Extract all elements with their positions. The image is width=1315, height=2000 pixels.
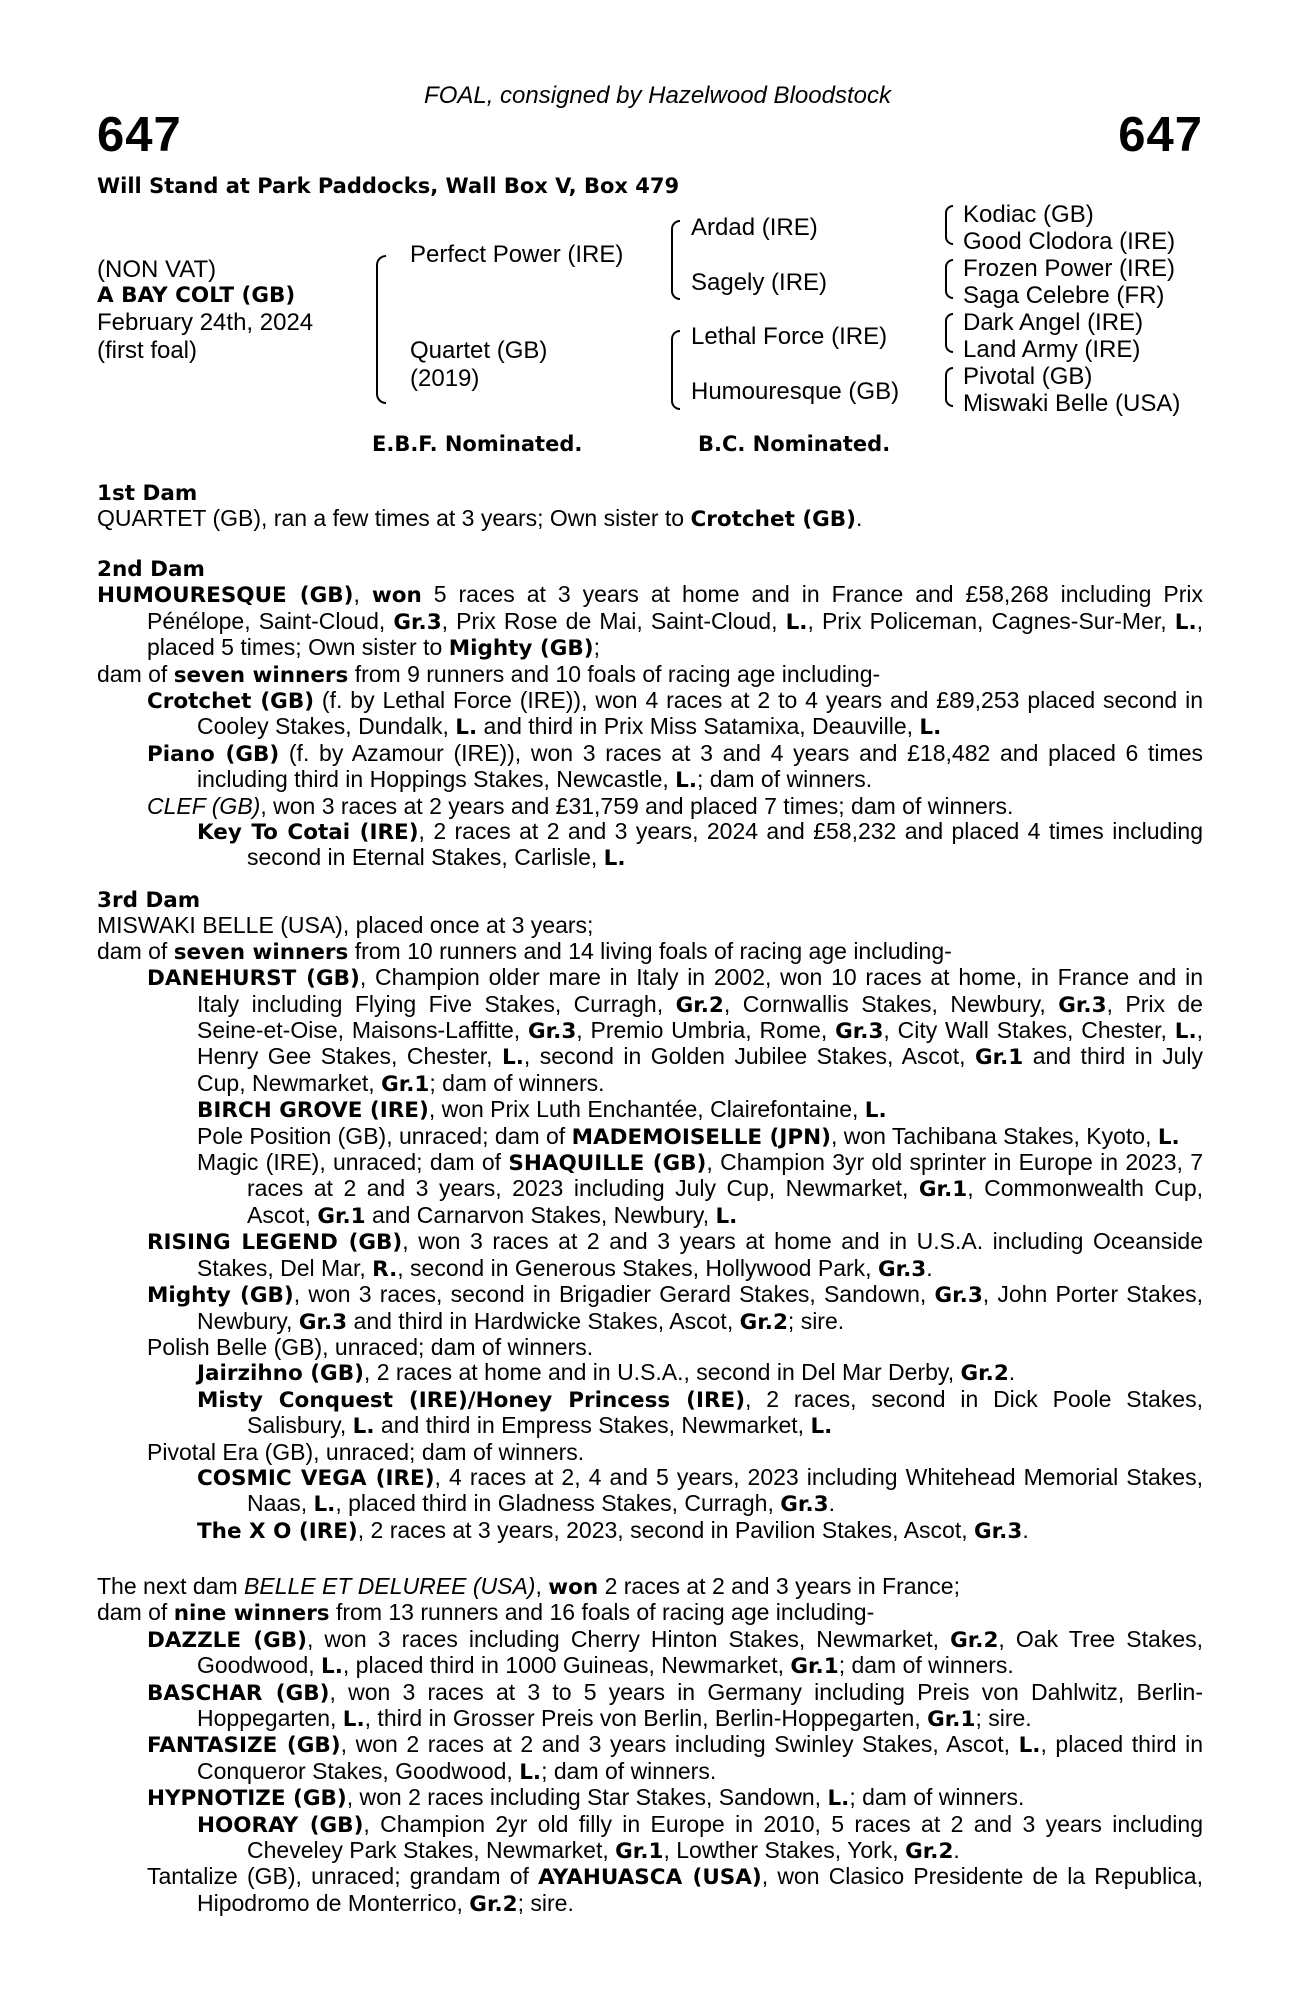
third-dam-produce-summary: dam of seven winners from 10 runners and 14 living foals of racing age including- — [97, 937, 952, 965]
third-dam-heading: 3rd Dam — [97, 888, 201, 913]
list-item: Misty Conquest (IRE)/Honey Princess (IRE), 2 races, second in Dick Poole Stakes, Salisbury, L. and third in Empress Stakes, Newmarket, L. — [197, 1385, 1203, 1440]
dam-sire: Lethal Force (IRE) — [691, 323, 888, 350]
ggp-3: Frozen Power (IRE) — [963, 255, 1176, 282]
dam-name: Quartet (GB) — [410, 337, 548, 364]
ggp-2: Good Clodora (IRE) — [963, 228, 1176, 255]
list-item: Pole Position (GB), unraced; dam of MADEMOISELLE (JPN), won Tachibana Stakes, Kyoto, L. — [197, 1122, 1180, 1150]
lot-number-left: 647 — [97, 108, 182, 162]
list-item: BIRCH GROVE (IRE), won Prix Luth Enchantée, Clairefontaine, L. — [197, 1096, 887, 1124]
second-dam-produce-summary: dam of seven winners from 9 runners and 10 foals of racing age including- — [97, 660, 881, 688]
vat-status: (NON VAT) — [97, 256, 217, 283]
ggp-1: Kodiac (GB) — [963, 201, 1094, 228]
foaling-date: February 24th, 2024 — [97, 309, 314, 336]
list-item: Pivotal Era (GB), unraced; dam of winners. — [147, 1438, 585, 1465]
foal-note: (first foal) — [97, 337, 198, 364]
brace-ggp-2 — [945, 259, 953, 299]
third-dam-record: MISWAKI BELLE (USA), placed once at 3 years; — [97, 912, 594, 939]
list-item: HYPNOTIZE (GB), won 2 races including Star Stakes, Sandown, L.; dam of winners. — [147, 1784, 1025, 1812]
brace-dam-line — [671, 330, 680, 410]
second-dam-record: HUMOURESQUE (GB), won 5 races at 3 years at home and in France and £58,268 including Prix Pénélope, Saint-Cloud, Gr.3, Prix Rose de Mai, Saint-Cloud, L., Prix Policeman, Cagnes-Sur-Mer, L., placed 5 times; Own sister to Mighty (GB); — [97, 581, 1204, 662]
list-item: Magic (IRE), unraced; dam of SHAQUILLE (GB), Champion 3yr old sprinter in Europe in 2023, 7 races at 2 and 3 years, 2023 including July Cup, Newmarket, Gr.1, Commonwealth Cup, Ascot, Gr.1 and Carnarvon Stakes, Newbury, L. — [197, 1149, 1204, 1229]
ggp-8: Miswaki Belle (USA) — [963, 390, 1181, 417]
ggp-5: Dark Angel (IRE) — [963, 309, 1144, 336]
ebf-nomination: E.B.F. Nominated. — [372, 432, 583, 456]
first-dam-section — [97, 481, 1203, 533]
ggp-6: Land Army (IRE) — [963, 336, 1141, 363]
brace-generation-1 — [376, 255, 386, 404]
next-dam-produce-summary: dam of nine winners from 13 runners and 16 foals of racing age including- — [97, 1599, 875, 1627]
brace-ggp-4 — [945, 367, 953, 407]
dam-year: (2019) — [410, 365, 480, 392]
list-item: Jairzihno (GB), 2 races at home and in U.S.A., second in Del Mar Derby, Gr.2. — [197, 1359, 1016, 1387]
brace-ggp-3 — [945, 313, 953, 353]
list-item: HOORAY (GB), Champion 2yr old filly in Europe in 2010, 5 races at 2 and 3 years including Cheveley Park Stakes, Newmarket, Gr.1, Lowther Stakes, York, Gr.2. — [197, 1810, 1203, 1865]
list-item: DAZZLE (GB), won 3 races including Cherry Hinton Stakes, Newmarket, Gr.2, Oak Tree Stakes, Goodwood, L., placed third in 1000 Guineas, Newmarket, Gr.1; dam of winners. — [147, 1625, 1204, 1680]
next-dam-record: The next dam BELLE ET DELUREE (USA), won 2 races at 2 and 3 years in France; — [97, 1573, 960, 1600]
ggp-7: Pivotal (GB) — [963, 363, 1093, 390]
list-item: Mighty (GB), won 3 races, second in Brigadier Gerard Stakes, Sandown, Gr.3, John Porter Stakes, Newbury, Gr.3 and third in Hardwicke Stakes, Ascot, Gr.2; sire. — [147, 1281, 1204, 1335]
lot-number-right: 647 — [1118, 108, 1203, 162]
second-dam-heading: 2nd Dam — [97, 557, 205, 582]
third-dam-section — [97, 888, 1203, 1544]
list-item: COSMIC VEGA (IRE), 4 races at 2, 4 and 5 years, 2023 including Whitehead Memorial Stakes, Naas, L., placed third in Gladness Stakes, Curragh, Gr.3. — [197, 1463, 1203, 1518]
next-dam-section — [97, 1574, 1203, 1917]
consignor-subtitle: FOAL, consigned by Hazelwood Bloodstock — [424, 82, 891, 109]
brace-ggp-1 — [945, 205, 953, 245]
list-item: CLEF (GB), won 3 races at 2 years and £31,759 and placed 7 times; dam of winners. — [147, 792, 1014, 819]
first-dam-text: QUARTET (GB), ran a few times at 3 years; Own sister to Crotchet (GB). — [97, 505, 863, 533]
list-item: Piano (GB) (f. by Azamour (IRE)), won 3 races at 3 and 4 years and £18,482 and placed 6 times including third in Hoppings Stakes, Newcastle, L.; dam of winners. — [147, 739, 1203, 794]
list-item: Tantalize (GB), unraced; grandam of AYAHUASCA (USA), won Clasico Presidente de la Republica, Hipodromo de Monterrico, Gr.2; sire. — [147, 1863, 1203, 1917]
list-item: Crotchet (GB) (f. by Lethal Force (IRE)), won 4 races at 2 to 4 years and £89,253 placed second in Cooley Stakes, Dundalk, L. and third in Prix Miss Satamixa, Deauville, L. — [147, 687, 1203, 741]
list-item: Key To Cotai (IRE), 2 races at 2 and 3 years, 2024 and £58,232 and placed 4 times including second in Eternal Stakes, Carlisle, L. — [197, 818, 1203, 872]
list-item: RISING LEGEND (GB), won 3 races at 2 and 3 years at home and in U.S.A. including Oceanside Stakes, Del Mar, R., second in Generous Stakes, Hollywood Park, Gr.3. — [147, 1228, 1203, 1282]
list-item: FANTASIZE (GB), won 2 races at 2 and 3 years including Swinley Stakes, Ascot, L., placed third in Conqueror Stakes, Goodwood, L.; dam of winners. — [147, 1731, 1204, 1785]
list-item: The X O (IRE), 2 races at 3 years, 2023, second in Pavilion Stakes, Ascot, Gr.3. — [197, 1516, 1029, 1544]
sire-dam: Sagely (IRE) — [691, 269, 828, 296]
stand-location: Will Stand at Park Paddocks, Wall Box V, Box 479 — [97, 174, 680, 198]
ggp-4: Saga Celebre (FR) — [963, 282, 1165, 309]
brace-sire-line — [671, 220, 680, 300]
list-item: Polish Belle (GB), unraced; dam of winners. — [147, 1333, 594, 1360]
sire-sire: Ardad (IRE) — [691, 214, 818, 241]
second-dam-section — [97, 557, 1203, 872]
horse-name: A BAY COLT (GB) — [97, 283, 296, 308]
list-item: BASCHAR (GB), won 3 races at 3 to 5 years in Germany including Preis von Dahlwitz, Berlin-Hoppegarten, L., third in Grosser Preis von Berlin, Berlin-Hoppegarten, Gr.1; sire. — [147, 1678, 1203, 1733]
bc-nomination: B.C. Nominated. — [698, 432, 891, 456]
list-item: DANEHURST (GB), Champion older mare in Italy in 2002, won 10 races at home, in France and in Italy including Flying Five Stakes, Curragh, Gr.2, Cornwallis Stakes, Newbury, Gr.3, Prix de Seine-et-Oise, Maisons-Laffitte, Gr.3, Premio Umbria, Rome, Gr.3, City Wall Stakes, Chester, L., Henry Gee Stakes, Chester, L., second in Golden Jubilee Stakes, Ascot, Gr.1 and third in July Cup, Newmarket, Gr.1; dam of winners. — [147, 964, 1204, 1097]
first-dam-heading: 1st Dam — [97, 481, 198, 506]
dam-dam: Humouresque (GB) — [691, 378, 900, 405]
sire-name: Perfect Power (IRE) — [410, 241, 624, 268]
